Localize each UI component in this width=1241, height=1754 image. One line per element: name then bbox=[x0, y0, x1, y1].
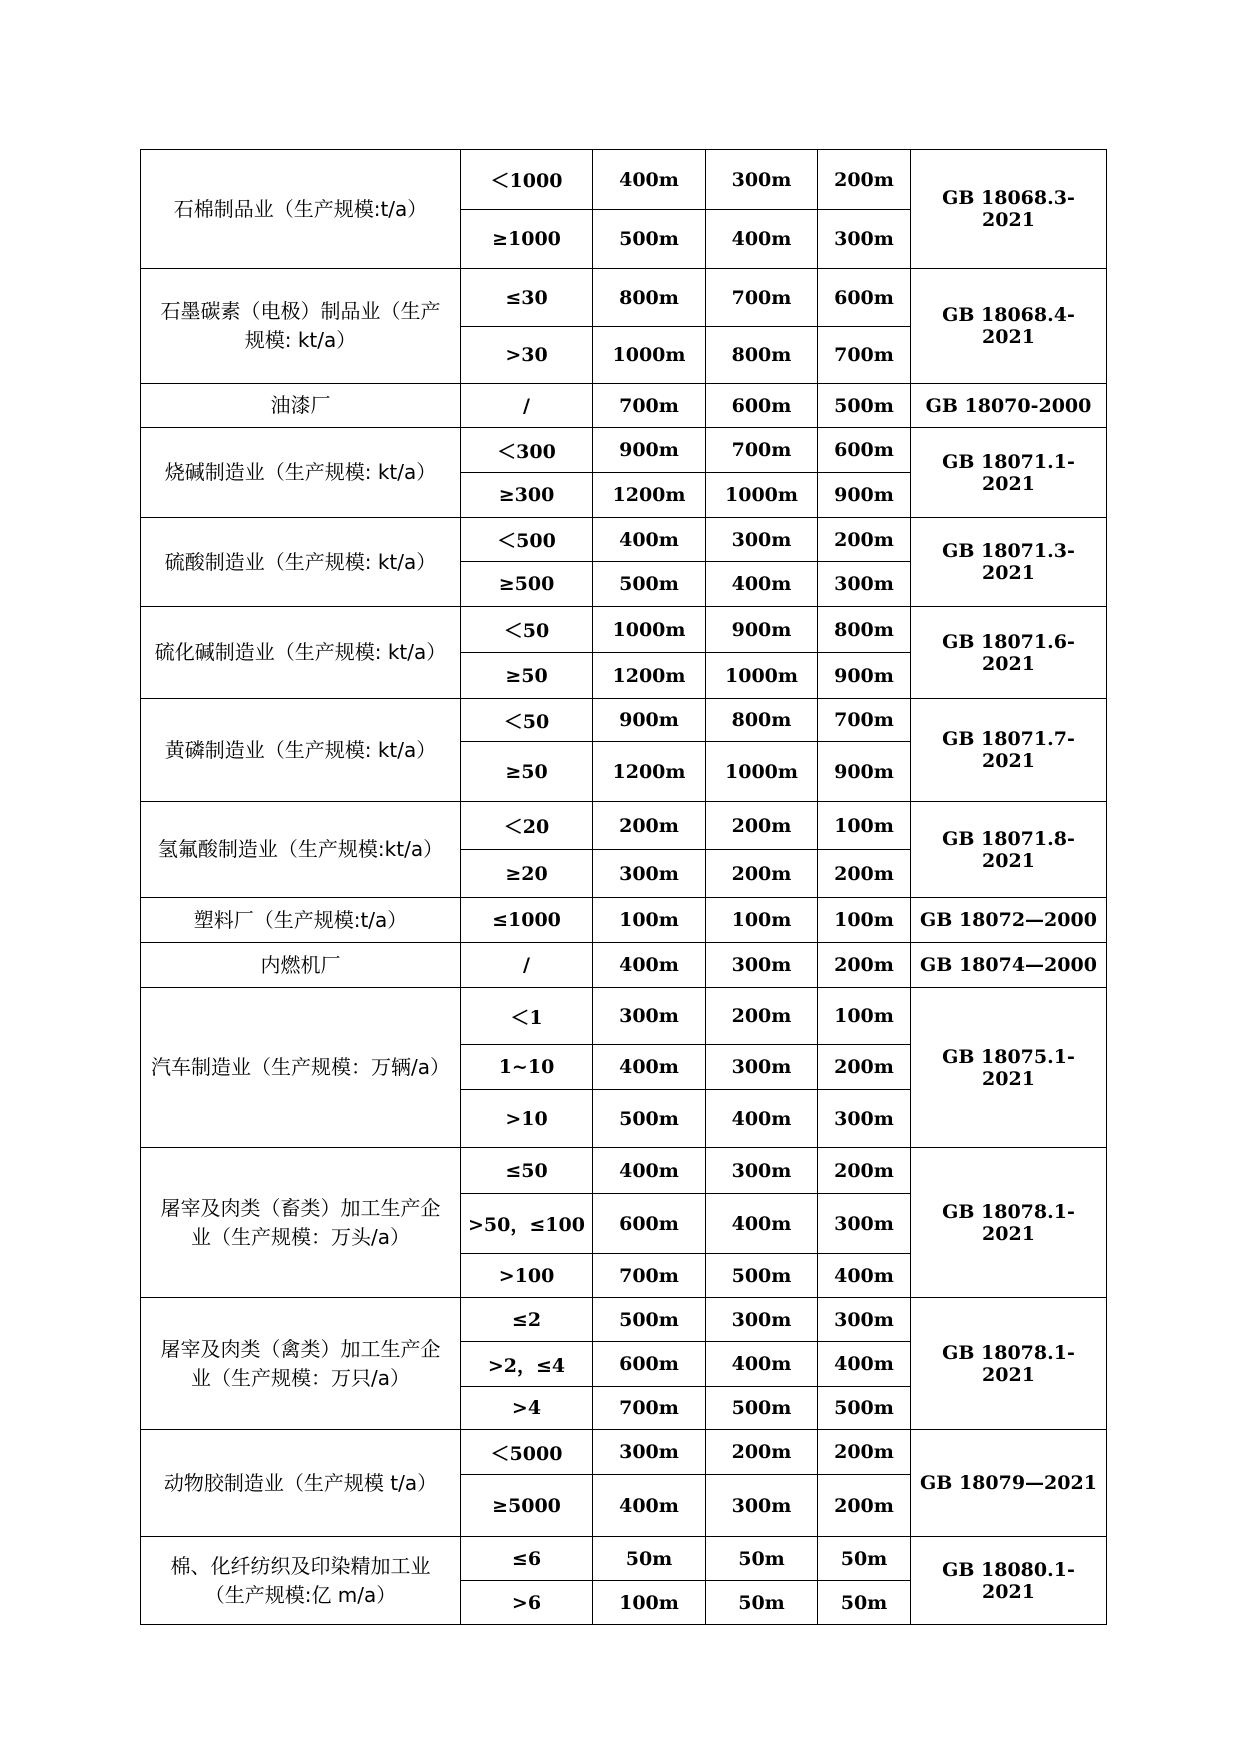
table-row bbox=[141, 150, 1107, 210]
distance-cell-2: 400m bbox=[706, 1090, 818, 1148]
distance-cell-1: 700m bbox=[593, 384, 706, 428]
distance-cell-3: 200m bbox=[818, 850, 911, 898]
distance-cell-2: 50m bbox=[706, 1581, 818, 1625]
distance-cell-2: 300m bbox=[706, 150, 818, 210]
industry-name-cell: 汽车制造业（生产规模：万辆/a） bbox=[141, 988, 461, 1148]
scale-cell: ≥300 bbox=[461, 473, 593, 518]
table-row bbox=[141, 518, 1107, 562]
distance-cell-2: 800m bbox=[706, 699, 818, 742]
distance-cell-2: 300m bbox=[706, 943, 818, 988]
scale-cell: / bbox=[461, 384, 593, 428]
distance-cell-1: 300m bbox=[593, 850, 706, 898]
distance-cell-2: 600m bbox=[706, 384, 818, 428]
scale-cell: ＜50 bbox=[461, 607, 593, 653]
industry-name-cell: 石棉制品业（生产规模:t/a） bbox=[141, 150, 461, 269]
distance-cell-3: 200m bbox=[818, 150, 911, 210]
distance-cell-2: 300m bbox=[706, 1045, 818, 1090]
distance-cell-2: 200m bbox=[706, 850, 818, 898]
distance-cell-1: 600m bbox=[593, 1194, 706, 1254]
distance-cell-1: 1200m bbox=[593, 742, 706, 802]
distance-cell-1: 400m bbox=[593, 150, 706, 210]
distance-cell-3: 200m bbox=[818, 1430, 911, 1475]
scale-cell: ≤30 bbox=[461, 269, 593, 327]
standard-cell: GB 18078.1-2021 bbox=[911, 1148, 1107, 1298]
distance-cell-2: 300m bbox=[706, 1148, 818, 1194]
distance-cell-1: 900m bbox=[593, 428, 706, 473]
distance-cell-3: 400m bbox=[818, 1342, 911, 1387]
distance-cell-2: 500m bbox=[706, 1254, 818, 1298]
standard-cell: GB 18068.4-2021 bbox=[911, 269, 1107, 384]
distance-cell-3: 300m bbox=[818, 210, 911, 269]
standard-cell: GB 18075.1-2021 bbox=[911, 988, 1107, 1148]
distance-cell-3: 200m bbox=[818, 1148, 911, 1194]
standard-cell: GB 18072—2000 bbox=[911, 898, 1107, 943]
distance-cell-3: 600m bbox=[818, 428, 911, 473]
industry-name-cell: 棉、化纤纺织及印染精加工业（生产规模:亿 m/a） bbox=[141, 1537, 461, 1625]
distance-cell-1: 300m bbox=[593, 1430, 706, 1475]
distance-cell-1: 500m bbox=[593, 1090, 706, 1148]
distance-cell-3: 700m bbox=[818, 327, 911, 384]
standard-cell: GB 18071.7-2021 bbox=[911, 699, 1107, 802]
industry-name-cell: 动物胶制造业（生产规模 t/a） bbox=[141, 1430, 461, 1537]
standard-cell: GB 18071.8-2021 bbox=[911, 802, 1107, 898]
distance-cell-3: 200m bbox=[818, 518, 911, 562]
scale-cell: ＜20 bbox=[461, 802, 593, 850]
industry-name-cell: 烧碱制造业（生产规模: kt/a） bbox=[141, 428, 461, 518]
distance-cell-3: 500m bbox=[818, 1387, 911, 1430]
table-row bbox=[141, 1430, 1107, 1475]
industry-name-cell: 油漆厂 bbox=[141, 384, 461, 428]
protection-distance-table bbox=[140, 149, 1107, 1625]
distance-cell-2: 500m bbox=[706, 1387, 818, 1430]
distance-cell-2: 400m bbox=[706, 1194, 818, 1254]
distance-cell-1: 900m bbox=[593, 699, 706, 742]
distance-cell-3: 500m bbox=[818, 384, 911, 428]
standard-cell: GB 18070-2000 bbox=[911, 384, 1107, 428]
distance-cell-1: 1200m bbox=[593, 653, 706, 699]
distance-cell-1: 400m bbox=[593, 518, 706, 562]
scale-cell: ≤1000 bbox=[461, 898, 593, 943]
distance-cell-2: 300m bbox=[706, 1475, 818, 1537]
scale-cell: ＜5000 bbox=[461, 1430, 593, 1475]
distance-cell-1: 400m bbox=[593, 943, 706, 988]
distance-cell-1: 100m bbox=[593, 1581, 706, 1625]
distance-cell-2: 700m bbox=[706, 428, 818, 473]
scale-cell: ≥50 bbox=[461, 742, 593, 802]
distance-cell-2: 200m bbox=[706, 1430, 818, 1475]
industry-name-cell: 氢氟酸制造业（生产规模:kt/a） bbox=[141, 802, 461, 898]
scale-cell: ≤50 bbox=[461, 1148, 593, 1194]
distance-cell-3: 300m bbox=[818, 1298, 911, 1342]
distance-cell-1: 500m bbox=[593, 1298, 706, 1342]
distance-cell-2: 300m bbox=[706, 1298, 818, 1342]
scale-cell: ≥1000 bbox=[461, 210, 593, 269]
table-row bbox=[141, 607, 1107, 653]
distance-cell-3: 300m bbox=[818, 1194, 911, 1254]
distance-cell-2: 1000m bbox=[706, 653, 818, 699]
distance-cell-1: 700m bbox=[593, 1387, 706, 1430]
standard-cell: GB 18080.1-2021 bbox=[911, 1537, 1107, 1625]
industry-name-cell: 屠宰及肉类（禽类）加工生产企业（生产规模：万只/a） bbox=[141, 1298, 461, 1430]
scale-cell: ≥50 bbox=[461, 653, 593, 699]
distance-cell-2: 900m bbox=[706, 607, 818, 653]
standard-cell: GB 18079—2021 bbox=[911, 1430, 1107, 1537]
scale-cell: >6 bbox=[461, 1581, 593, 1625]
standard-cell: GB 18078.1-2021 bbox=[911, 1298, 1107, 1430]
distance-cell-3: 200m bbox=[818, 1475, 911, 1537]
standard-cell: GB 18071.6-2021 bbox=[911, 607, 1107, 699]
industry-name-cell: 硫化碱制造业（生产规模: kt/a） bbox=[141, 607, 461, 699]
distance-cell-2: 100m bbox=[706, 898, 818, 943]
table-row bbox=[141, 384, 1107, 428]
industry-name-cell: 内燃机厂 bbox=[141, 943, 461, 988]
industry-name-cell: 塑料厂（生产规模:t/a） bbox=[141, 898, 461, 943]
distance-cell-3: 200m bbox=[818, 943, 911, 988]
scale-cell: ＜300 bbox=[461, 428, 593, 473]
distance-cell-2: 200m bbox=[706, 988, 818, 1045]
standard-cell: GB 18068.3-2021 bbox=[911, 150, 1107, 269]
scale-cell: ≥5000 bbox=[461, 1475, 593, 1537]
distance-cell-3: 900m bbox=[818, 742, 911, 802]
distance-cell-3: 300m bbox=[818, 562, 911, 607]
distance-cell-3: 400m bbox=[818, 1254, 911, 1298]
standard-cell: GB 18071.3-2021 bbox=[911, 518, 1107, 607]
distance-cell-1: 400m bbox=[593, 1475, 706, 1537]
distance-cell-3: 800m bbox=[818, 607, 911, 653]
scale-cell: ≥500 bbox=[461, 562, 593, 607]
distance-cell-2: 1000m bbox=[706, 473, 818, 518]
table-row bbox=[141, 802, 1107, 850]
table-row bbox=[141, 1298, 1107, 1342]
distance-cell-2: 200m bbox=[706, 802, 818, 850]
scale-cell: ≤2 bbox=[461, 1298, 593, 1342]
distance-cell-1: 300m bbox=[593, 988, 706, 1045]
scale-cell: ≤6 bbox=[461, 1537, 593, 1581]
distance-cell-3: 900m bbox=[818, 653, 911, 699]
distance-cell-1: 100m bbox=[593, 898, 706, 943]
scale-cell: >2，≤4 bbox=[461, 1342, 593, 1387]
distance-cell-3: 300m bbox=[818, 1090, 911, 1148]
distance-cell-1: 400m bbox=[593, 1148, 706, 1194]
scale-cell: 1~10 bbox=[461, 1045, 593, 1090]
distance-cell-1: 600m bbox=[593, 1342, 706, 1387]
distance-cell-2: 700m bbox=[706, 269, 818, 327]
scale-cell: >30 bbox=[461, 327, 593, 384]
distance-cell-1: 1000m bbox=[593, 327, 706, 384]
standard-cell: GB 18071.1-2021 bbox=[911, 428, 1107, 518]
distance-cell-1: 800m bbox=[593, 269, 706, 327]
distance-cell-2: 50m bbox=[706, 1537, 818, 1581]
distance-cell-2: 1000m bbox=[706, 742, 818, 802]
scale-cell: ＜1 bbox=[461, 988, 593, 1045]
distance-cell-2: 800m bbox=[706, 327, 818, 384]
scale-cell: / bbox=[461, 943, 593, 988]
distance-cell-1: 400m bbox=[593, 1045, 706, 1090]
table-row bbox=[141, 943, 1107, 988]
table-row bbox=[141, 699, 1107, 742]
distance-cell-3: 50m bbox=[818, 1537, 911, 1581]
table-row bbox=[141, 428, 1107, 473]
scale-cell: >4 bbox=[461, 1387, 593, 1430]
distance-cell-1: 50m bbox=[593, 1537, 706, 1581]
table-row bbox=[141, 988, 1107, 1045]
distance-cell-3: 900m bbox=[818, 473, 911, 518]
distance-cell-3: 700m bbox=[818, 699, 911, 742]
distance-cell-3: 100m bbox=[818, 988, 911, 1045]
table-row bbox=[141, 269, 1107, 327]
distance-cell-2: 400m bbox=[706, 562, 818, 607]
scale-cell: ≥20 bbox=[461, 850, 593, 898]
scale-cell: ＜50 bbox=[461, 699, 593, 742]
industry-name-cell: 屠宰及肉类（畜类）加工生产企业（生产规模：万头/a） bbox=[141, 1148, 461, 1298]
distance-cell-3: 50m bbox=[818, 1581, 911, 1625]
table-row bbox=[141, 898, 1107, 943]
distance-cell-1: 1000m bbox=[593, 607, 706, 653]
distance-cell-1: 500m bbox=[593, 562, 706, 607]
table-row bbox=[141, 1148, 1107, 1194]
table-row bbox=[141, 1537, 1107, 1581]
distance-cell-1: 200m bbox=[593, 802, 706, 850]
scale-cell: >10 bbox=[461, 1090, 593, 1148]
distance-cell-3: 100m bbox=[818, 802, 911, 850]
distance-cell-2: 400m bbox=[706, 210, 818, 269]
distance-cell-2: 400m bbox=[706, 1342, 818, 1387]
scale-cell: ＜1000 bbox=[461, 150, 593, 210]
distance-cell-3: 200m bbox=[818, 1045, 911, 1090]
scale-cell: >50，≤100 bbox=[461, 1194, 593, 1254]
distance-cell-3: 100m bbox=[818, 898, 911, 943]
industry-name-cell: 石墨碳素（电极）制品业（生产规模: kt/a） bbox=[141, 269, 461, 384]
table-body bbox=[141, 150, 1107, 1625]
scale-cell: >100 bbox=[461, 1254, 593, 1298]
industry-name-cell: 黄磷制造业（生产规模: kt/a） bbox=[141, 699, 461, 802]
distance-cell-3: 600m bbox=[818, 269, 911, 327]
standard-cell: GB 18074—2000 bbox=[911, 943, 1107, 988]
scale-cell: ＜500 bbox=[461, 518, 593, 562]
industry-name-cell: 硫酸制造业（生产规模: kt/a） bbox=[141, 518, 461, 607]
distance-cell-2: 300m bbox=[706, 518, 818, 562]
distance-cell-1: 700m bbox=[593, 1254, 706, 1298]
distance-cell-1: 500m bbox=[593, 210, 706, 269]
distance-cell-1: 1200m bbox=[593, 473, 706, 518]
